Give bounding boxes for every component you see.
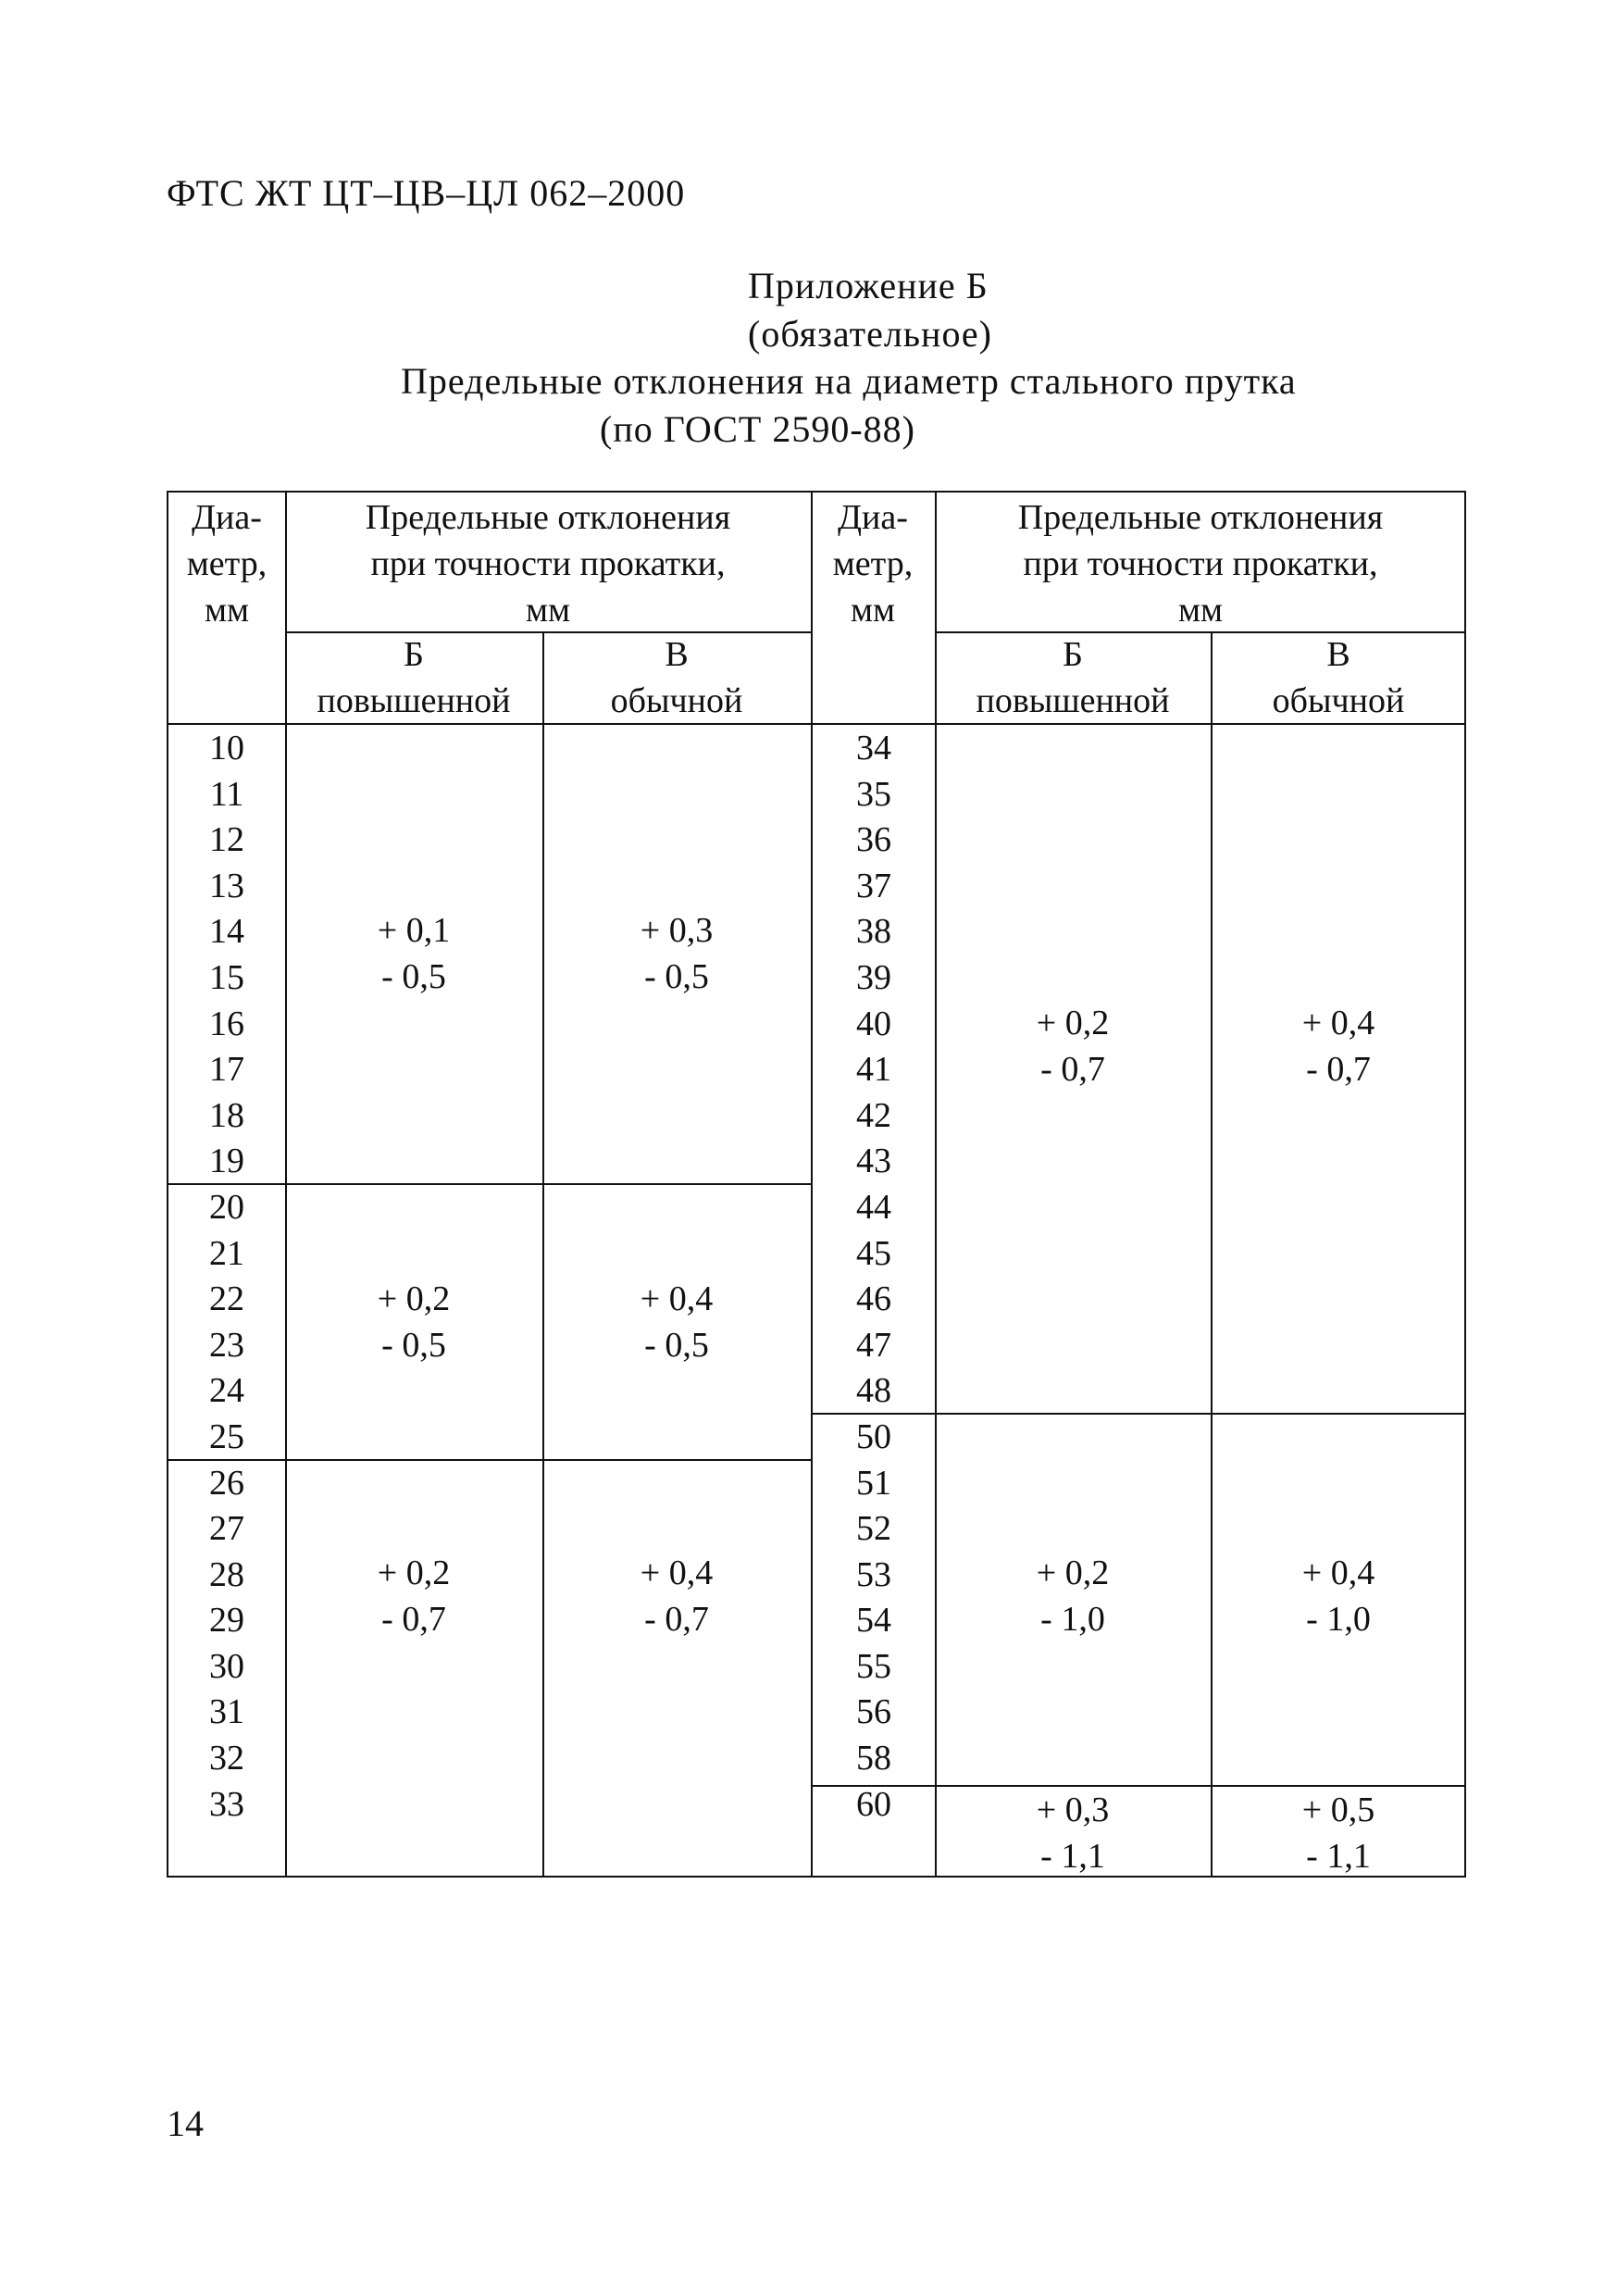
- appendix-status: (обязательное): [748, 313, 992, 355]
- diameter-cell: 31: [209, 1692, 244, 1732]
- diameter-cell: 48: [856, 1371, 891, 1411]
- diameter-header: Диа- метр, мм: [186, 498, 267, 630]
- deviation-cell: + 0,2 - 0,7: [377, 1554, 451, 1639]
- diameter-cell: 34: [856, 729, 891, 767]
- diameter-cell: 42: [856, 1095, 891, 1135]
- diameter-cell: 22: [209, 1279, 244, 1319]
- deviation-cell: + 0,4 - 0,7: [1301, 1004, 1375, 1089]
- deviation-cell: + 0,4 - 0,5: [640, 1279, 714, 1365]
- grid-line: [542, 631, 544, 1878]
- diameter-cell: 26: [209, 1463, 244, 1503]
- diameter-cell: 55: [856, 1646, 891, 1686]
- diameter-cell: 23: [209, 1325, 244, 1365]
- diameter-cell: 29: [209, 1601, 244, 1641]
- precision-b-header: Б повышенной: [317, 635, 511, 720]
- diameter-header: Диа- метр, мм: [832, 498, 914, 630]
- diameter-cell: 27: [209, 1509, 244, 1549]
- diameter-cell: 40: [856, 1004, 891, 1043]
- diameter-cell: 52: [856, 1509, 891, 1549]
- deviation-cell: + 0,3 - 0,5: [640, 911, 714, 996]
- deviation-cell: + 0,1 - 0,5: [377, 911, 451, 996]
- diameter-cell: 58: [856, 1739, 891, 1778]
- diameter-cell: 41: [856, 1050, 891, 1090]
- deviation-cell: + 0,5 - 1,1: [1301, 1791, 1375, 1876]
- deviation-cell: + 0,2 - 0,5: [377, 1279, 451, 1365]
- diameter-cell: 51: [856, 1463, 891, 1503]
- diameter-cell: 20: [209, 1187, 244, 1227]
- diameter-cell: 60: [856, 1784, 891, 1824]
- diameter-cell: 15: [209, 957, 244, 997]
- diameter-cell: 37: [856, 866, 891, 905]
- deviation-cell: + 0,2 - 1,0: [1036, 1554, 1110, 1639]
- diameter-cell: 56: [856, 1692, 891, 1732]
- diameter-cell: 18: [209, 1095, 244, 1135]
- table-title: Предельные отклонения на диаметр стального прутка: [401, 360, 1297, 402]
- grid-line: [1211, 631, 1213, 1878]
- diameter-cell: 54: [856, 1601, 891, 1641]
- deviation-table: [167, 491, 1466, 1878]
- deviation-cell: + 0,3 - 1,1: [1036, 1791, 1110, 1876]
- diameter-cell: 14: [209, 912, 244, 952]
- diameter-cell: 25: [209, 1416, 244, 1456]
- appendix-label: Приложение Б: [748, 265, 989, 306]
- diameter-cell: 11: [209, 774, 244, 814]
- precision-v-header: В обычной: [1272, 635, 1405, 720]
- deviation-header: Предельные отклонения при точности прокатки, мм: [1017, 498, 1384, 630]
- diameter-cell: 19: [209, 1142, 244, 1181]
- diameter-cell: 44: [856, 1187, 891, 1227]
- deviation-header: Предельные отклонения при точности прокатки, мм: [365, 498, 731, 630]
- deviation-cell: + 0,4 - 1,0: [1301, 1554, 1375, 1639]
- right-diameter-column: [813, 726, 935, 1828]
- diameter-cell: 39: [856, 957, 891, 997]
- diameter-cell: 17: [209, 1050, 244, 1090]
- precision-v-header: В обычной: [610, 635, 743, 720]
- diameter-cell: 38: [856, 912, 891, 952]
- diameter-cell: 43: [856, 1142, 891, 1181]
- diameter-cell: 33: [209, 1784, 244, 1824]
- diameter-cell: 36: [856, 820, 891, 860]
- diameter-cell: 24: [209, 1371, 244, 1411]
- diameter-cell: 13: [209, 866, 244, 905]
- diameter-cell: 46: [856, 1279, 891, 1319]
- precision-b-header: Б повышенной: [976, 635, 1170, 720]
- diameter-cell: 45: [856, 1233, 891, 1273]
- table-source: (по ГОСТ 2590-88): [600, 408, 915, 450]
- diameter-cell: 16: [209, 1004, 244, 1043]
- diameter-cell: 12: [209, 820, 244, 860]
- document-code: ФТС ЖТ ЦТ–ЦВ–ЦЛ 062–2000: [167, 172, 686, 214]
- diameter-cell: 50: [856, 1416, 891, 1456]
- deviation-cell: + 0,2 - 0,7: [1036, 1004, 1110, 1089]
- left-diameter-column: [168, 726, 285, 1828]
- deviation-cell: + 0,4 - 0,7: [640, 1554, 714, 1639]
- diameter-cell: 53: [856, 1554, 891, 1594]
- diameter-cell: 35: [856, 774, 891, 814]
- page-number: 14: [167, 2103, 204, 2144]
- diameter-cell: 10: [209, 729, 244, 767]
- diameter-cell: 30: [209, 1646, 244, 1686]
- diameter-cell: 32: [209, 1739, 244, 1778]
- diameter-cell: 47: [856, 1325, 891, 1365]
- diameter-cell: 28: [209, 1554, 244, 1594]
- diameter-cell: 21: [209, 1233, 244, 1273]
